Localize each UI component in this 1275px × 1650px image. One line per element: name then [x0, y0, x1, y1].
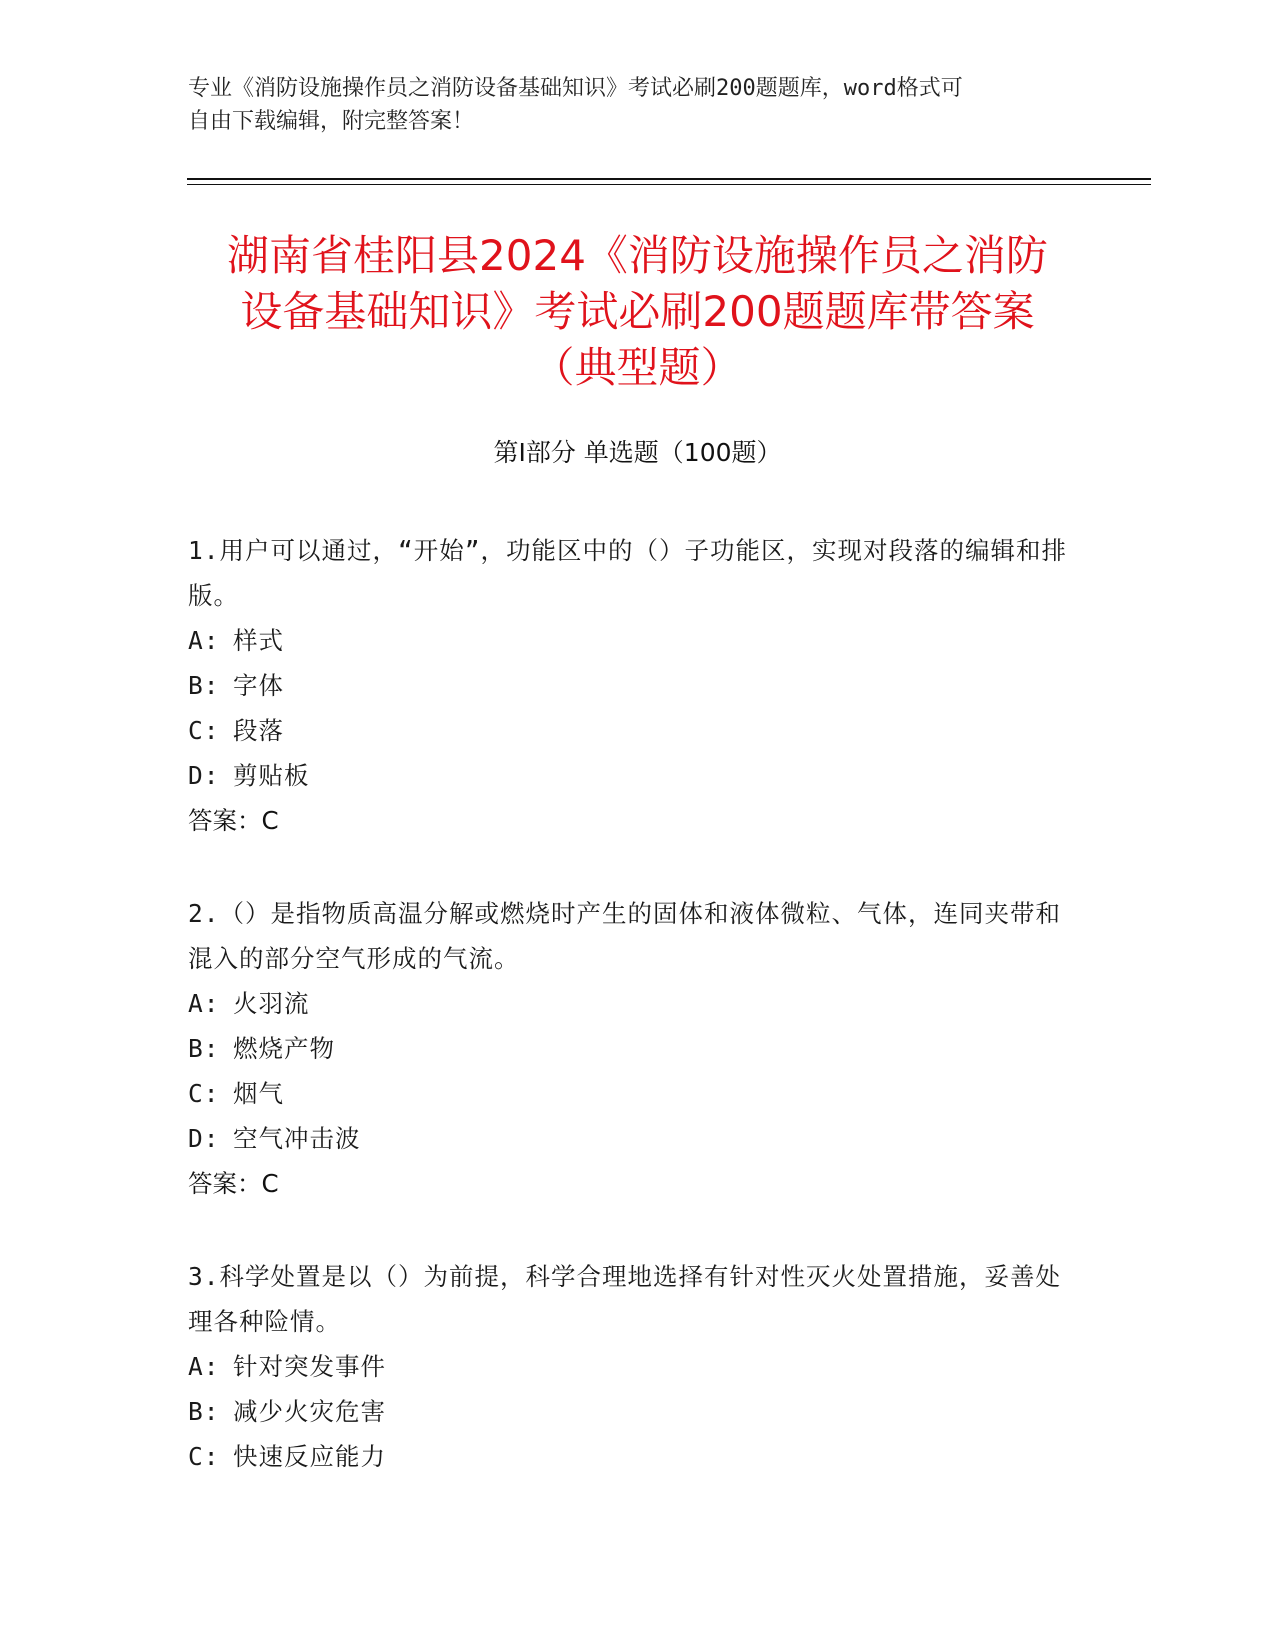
- header-note: [188, 72, 1068, 138]
- header-divider-thick: [187, 178, 1151, 180]
- header-note-line-2: 自由下载编辑，附完整答案！: [188, 109, 475, 134]
- option-text: 剪贴板: [233, 761, 310, 790]
- option-text: 减少火灾危害: [233, 1397, 386, 1426]
- question-option: [188, 753, 1068, 798]
- question-stem: 2.（）是指物质高温分解或燃烧时产生的固体和液体微粒、气体，连同夹带和混入的部分空气形成的气流。: [188, 899, 1061, 973]
- option-text: 字体: [233, 671, 284, 700]
- option-letter: D:: [188, 761, 220, 790]
- question-item: [188, 1254, 1068, 1479]
- question-option: [188, 618, 1068, 663]
- option-letter: B:: [188, 671, 220, 700]
- option-letter: C:: [188, 716, 220, 745]
- question-list: [188, 528, 1068, 1527]
- option-letter: A:: [188, 1352, 220, 1381]
- document-title: [170, 228, 1105, 396]
- document-title-line-1: 湖南省桂阳县2024《消防设施操作员之消防: [227, 231, 1048, 280]
- option-text: 空气冲击波: [233, 1124, 361, 1153]
- option-letter: C:: [188, 1442, 220, 1471]
- option-text: 快速反应能力: [233, 1442, 386, 1471]
- question-option: [188, 1389, 1068, 1434]
- document-title-line-3: （典型题）: [532, 343, 743, 392]
- question-answer: 答案：C: [188, 806, 279, 835]
- option-text: 火羽流: [233, 989, 310, 1018]
- question-option: [188, 1344, 1068, 1389]
- option-letter: C:: [188, 1079, 220, 1108]
- option-text: 燃烧产物: [233, 1034, 335, 1063]
- document-title-line-2: 设备基础知识》考试必刷200题题库带答案: [240, 287, 1035, 336]
- question-stem: 3.科学处置是以（）为前提，科学合理地选择有针对性灭火处置措施，妥善处理各种险情。: [188, 1262, 1061, 1336]
- option-letter: B:: [188, 1034, 220, 1063]
- header-divider-thin: [187, 184, 1151, 185]
- question-option: [188, 981, 1068, 1026]
- question-option: [188, 1116, 1068, 1161]
- question-option: [188, 663, 1068, 708]
- option-text: 段落: [233, 716, 284, 745]
- option-text: 烟气: [233, 1079, 284, 1108]
- question-option: [188, 1071, 1068, 1116]
- option-letter: D:: [188, 1124, 220, 1153]
- section-heading: 第Ⅰ部分 单选题（100题）: [493, 438, 782, 467]
- question-item: [188, 891, 1068, 1206]
- question-item: [188, 528, 1068, 843]
- question-stem: 1.用户可以通过，“开始”，功能区中的（）子功能区，实现对段落的编辑和排版。: [188, 536, 1067, 610]
- question-option: [188, 1434, 1068, 1479]
- option-letter: A:: [188, 989, 220, 1018]
- header-note-line-1: 专业《消防设施操作员之消防设备基础知识》考试必刷200题题库，word格式可: [188, 76, 963, 101]
- question-option: [188, 1026, 1068, 1071]
- question-answer: 答案：C: [188, 1169, 279, 1198]
- option-text: 针对突发事件: [233, 1352, 386, 1381]
- option-text: 样式: [233, 626, 284, 655]
- option-letter: B:: [188, 1397, 220, 1426]
- question-option: [188, 708, 1068, 753]
- option-letter: A:: [188, 626, 220, 655]
